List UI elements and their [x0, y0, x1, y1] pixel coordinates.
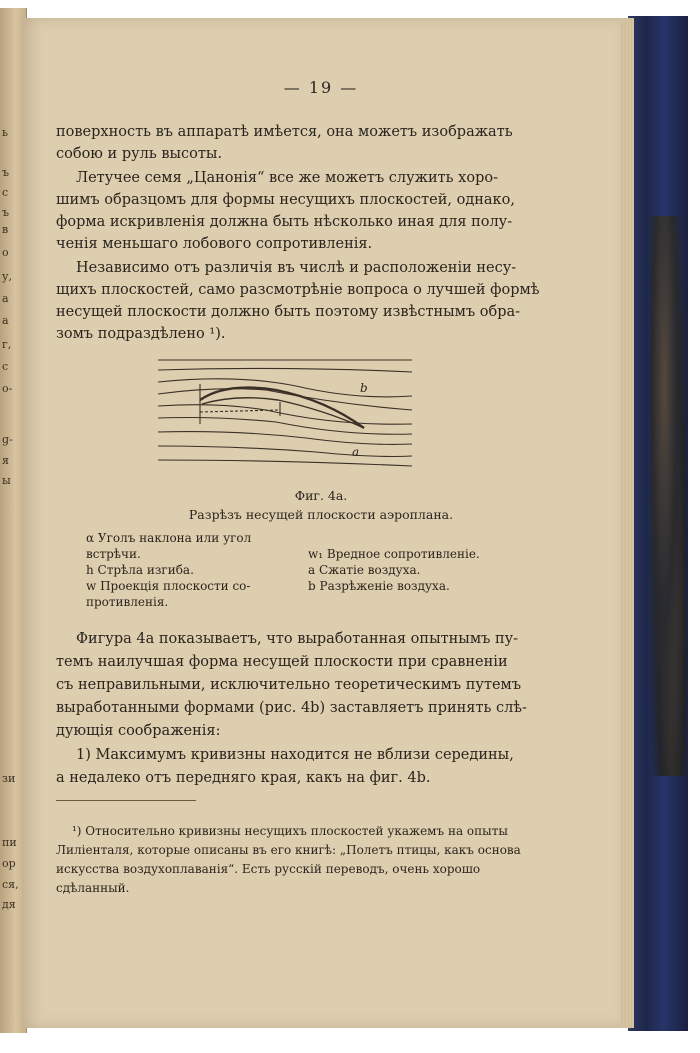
- text-line: несущей плоскости должно быть поэтому извѣстнымъ обра-: [56, 304, 521, 320]
- book-page: [22, 18, 620, 1028]
- marbled-board: [650, 216, 686, 776]
- margin-fragment: ор: [2, 857, 16, 870]
- text-line: собою и руль высоты.: [56, 146, 223, 162]
- legend-item: b Разрѣженіе воздуха.: [308, 579, 450, 593]
- legend-item: a Сжатіе воздуха.: [308, 563, 421, 577]
- figure-label-b: b: [360, 381, 368, 395]
- margin-fragment: g-: [2, 433, 13, 446]
- figure-legend-right: [308, 546, 480, 594]
- margin-fragment: у,: [2, 270, 12, 283]
- text-line: темъ наилучшая форма несущей плоскости при сравненіи: [56, 654, 508, 670]
- footnote-line: Лиліенталя, которые описаны въ его книгѣ: „Полетъ птицы, какъ основа: [56, 843, 521, 857]
- margin-fragment: дя: [2, 898, 16, 911]
- margin-fragment: г,: [2, 338, 12, 351]
- footnote-line: искусства воздухоплаванія“. Есть русскій переводъ, очень хорошо: [56, 862, 481, 876]
- legend-item: α Уголъ наклона или угол: [86, 531, 252, 545]
- streamline: [158, 446, 412, 457]
- airfoil-figure: [156, 354, 416, 474]
- figure-caption-text: Разрѣзъ несущей плоскости аэроплана.: [188, 507, 454, 522]
- margin-fragment: с: [2, 186, 9, 199]
- chord-line: [200, 410, 278, 412]
- margin-fragment: ь: [2, 126, 8, 139]
- figure-legend-left: [86, 530, 251, 610]
- margin-fragment: а: [2, 292, 9, 305]
- page-number: — 19 —: [283, 78, 359, 97]
- margin-fragment: зи: [2, 772, 16, 785]
- legend-item: противленія.: [86, 595, 169, 609]
- legend-item: w Проекція плоскости со-: [86, 579, 251, 593]
- text-line: выработанными формами (рис. 4b) заставляетъ принять слѣ-: [56, 700, 527, 716]
- text-line: съ неправильными, исключительно теоретическимъ путемъ: [56, 677, 522, 693]
- legend-item: w₁ Вредное сопротивленіе.: [308, 547, 480, 561]
- text-line: зомъ подраздѣлено ¹).: [56, 326, 226, 342]
- margin-fragment: пи: [2, 836, 17, 849]
- margin-fragment: в: [2, 223, 9, 236]
- figure-label-a: a: [352, 445, 360, 459]
- text-line: Летучее семя „Цанонія“ все же можетъ служить хоро-: [76, 170, 498, 186]
- figure-caption-title: Фиг. 4a.: [294, 488, 348, 503]
- margin-fragment: ы: [2, 474, 11, 487]
- margin-fragment: а: [2, 314, 9, 327]
- streamline: [158, 460, 412, 466]
- margin-fragment: о-: [2, 382, 13, 395]
- text-line: шимъ образцомъ для формы несущихъ плоскостей, однако,: [56, 192, 515, 208]
- legend-item: h Стрѣла изгиба.: [86, 563, 194, 577]
- text-line: форма искривленія должна быть нѣсколько иная для полу-: [56, 214, 513, 230]
- legend-item: встрѣчи.: [86, 547, 141, 561]
- margin-fragment: с: [2, 360, 9, 373]
- text-line: поверхность въ аппаратѣ имѣется, она можетъ изображать: [56, 124, 513, 140]
- book-cover-edge: [628, 16, 688, 1031]
- margin-fragment: ъ: [2, 166, 9, 179]
- text-line: ченія меньшаго лобового сопротивленія.: [56, 236, 373, 252]
- margin-fragment: ъ: [2, 206, 9, 219]
- text-line: щихъ плоскостей, само разсмотрѣніе вопроса о лучшей формѣ: [56, 282, 540, 298]
- text-line: Фигура 4a показываетъ, что выработанная опытнымъ пу-: [76, 631, 519, 647]
- footnote-line: сдѣланный.: [56, 881, 130, 895]
- margin-fragment: ся,: [2, 878, 19, 891]
- footnote-rule: [56, 800, 196, 801]
- margin-fragment: о: [2, 246, 9, 259]
- text-line: Независимо отъ различія въ числѣ и расположеніи несу-: [76, 260, 517, 276]
- streamline: [158, 368, 412, 372]
- text-line: дующія соображенія:: [56, 723, 221, 739]
- margin-fragment: я: [2, 454, 9, 467]
- text-line: 1) Максимумъ кривизны находится не вблизи середины,: [76, 747, 514, 763]
- footnote-line: ¹) Относительно кривизны несущихъ плоскостей укажемъ на опыты: [72, 824, 508, 838]
- streamline: [158, 405, 412, 425]
- text-line: а недалеко отъ передняго края, какъ на фиг. 4b.: [56, 770, 431, 786]
